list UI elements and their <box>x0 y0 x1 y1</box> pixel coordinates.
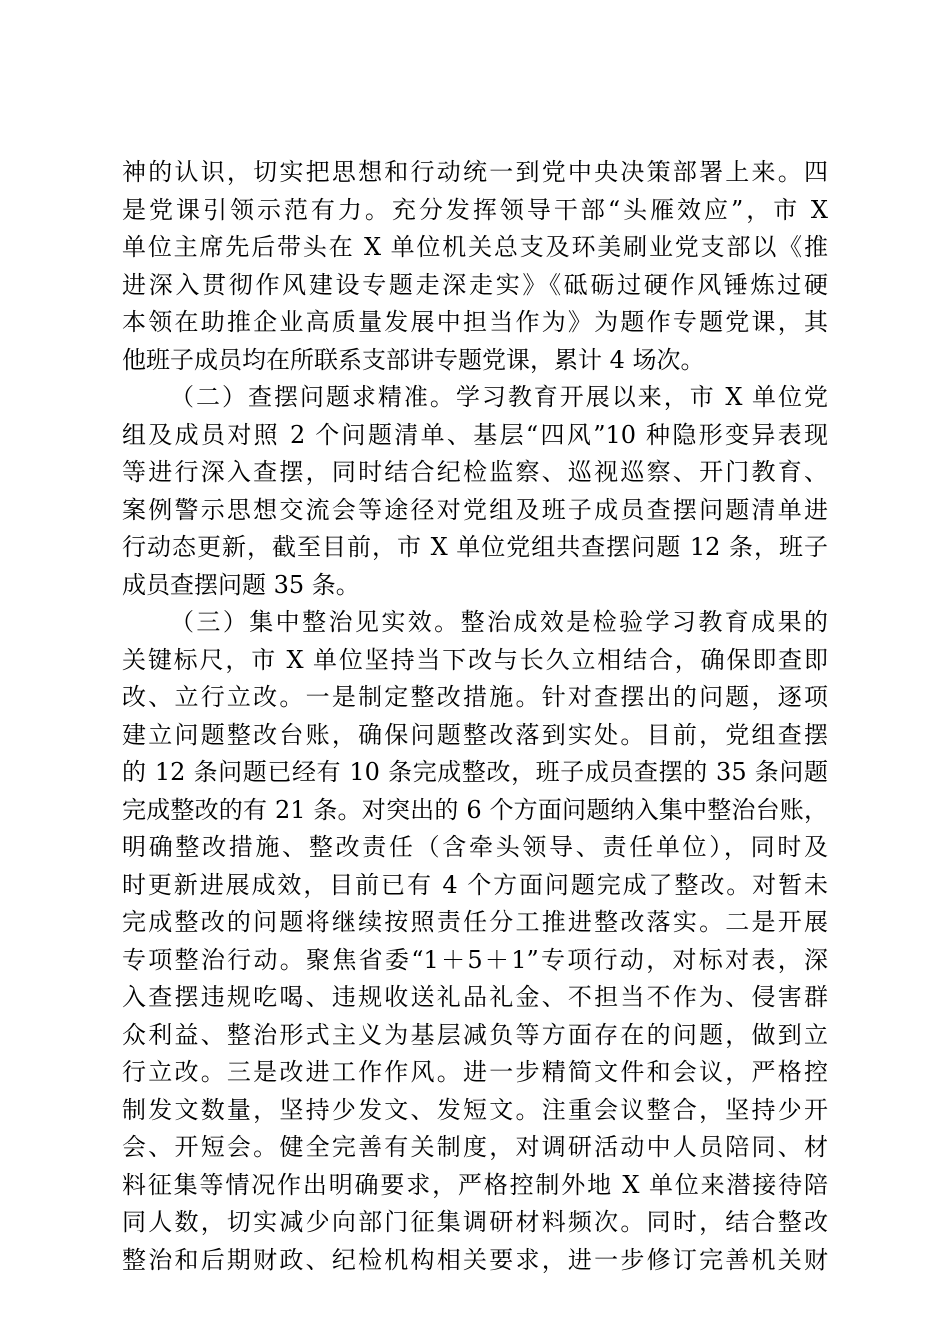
paragraph-1 <box>122 154 828 379</box>
text-line: 进深入贯彻作风建设专题走深走实》《砥砺过硬作风锤炼过硬 <box>122 270 828 299</box>
text-line: 案例警示思想交流会等途径对党组及班子成员查摆问题清单进 <box>122 495 828 524</box>
paragraph-2 <box>122 379 828 604</box>
text-line: 完成整改的有 21 条。对突出的 6 个方面问题纳入集中整治台账， <box>122 795 828 824</box>
paragraph-3 <box>122 604 828 1279</box>
document-page <box>122 154 828 1279</box>
text-line: 本领在助推企业高质量发展中担当作为》为题作专题党课，其 <box>122 308 828 336</box>
text-line: 成员查摆问题 35 条。 <box>122 570 360 599</box>
text-line: 行立改。三是改进工作作风。进一步精简文件和会议，严格控 <box>122 1058 828 1086</box>
text-line: 众利益、整治形式主义为基层减负等方面存在的问题，做到立 <box>122 1020 828 1049</box>
text-line: 他班子成员均在所联系支部讲专题党课，累计 4 场次。 <box>122 345 705 374</box>
section-heading-line: （二）查摆问题求精准。学习教育开展以来，市 X 单位党 <box>170 383 828 411</box>
text-line: 料征集等情况作出明确要求，严格控制外地 X 单位来潜接待陪 <box>122 1170 828 1199</box>
text-line: 时更新进展成效，目前已有 4 个方面问题完成了整改。对暂未 <box>122 870 828 899</box>
text-line: 明确整改措施、整改责任（含牵头领导、责任单位），同时及 <box>122 833 828 861</box>
text-line: 组及成员对照 2 个问题清单、基层“四风”10 种隐形变异表现 <box>122 420 828 449</box>
text-line: 是党课引领示范有力。充分发挥领导干部“头雁效应”，市 X <box>122 195 828 224</box>
text-line: 同人数，切实减少向部门征集调研材料频次。同时，结合整改 <box>122 1208 828 1236</box>
text-line: 神的认识，切实把思想和行动统一到党中央决策部署上来。四 <box>122 158 828 186</box>
text-line: 入查摆违规吃喝、违规收送礼品礼金、不担当不作为、侵害群 <box>122 983 828 1011</box>
text-line: 整治和后期财政、纪检机构相关要求，进一步修订完善机关财 <box>122 1245 828 1274</box>
text-line: 会、开短会。健全完善有关制度，对调研活动中人员陪同、材 <box>122 1133 828 1161</box>
text-line: 单位主席先后带头在 X 单位机关总支及环美刷业党支部以《推 <box>122 233 828 261</box>
text-line: 行动态更新，截至目前，市 X 单位党组共查摆问题 12 条，班子 <box>122 533 828 561</box>
section-heading-line: （三）集中整治见实效。整治成效是检验学习教育成果的 <box>170 608 828 636</box>
text-line: 建立问题整改台账，确保问题整改落到实处。目前，党组查摆 <box>122 720 828 749</box>
text-line: 的 12 条问题已经有 10 条完成整改，班子成员查摆的 35 条问题 <box>122 758 828 786</box>
text-line: 改、立行立改。一是制定整改措施。针对查摆出的问题，逐项 <box>122 683 828 711</box>
text-line: 专项整治行动。聚焦省委“1＋5＋1”专项行动，对标对表，深 <box>122 945 828 974</box>
text-line: 完成整改的问题将继续按照责任分工推进整改落实。二是开展 <box>122 908 828 936</box>
text-line: 制发文数量，坚持少发文、发短文。注重会议整合，坚持少开 <box>122 1095 828 1124</box>
text-line: 等进行深入查摆，同时结合纪检监察、巡视巡察、开门教育、 <box>122 458 828 486</box>
text-line: 关键标尺，市 X 单位坚持当下改与长久立相结合，确保即查即 <box>122 645 828 674</box>
